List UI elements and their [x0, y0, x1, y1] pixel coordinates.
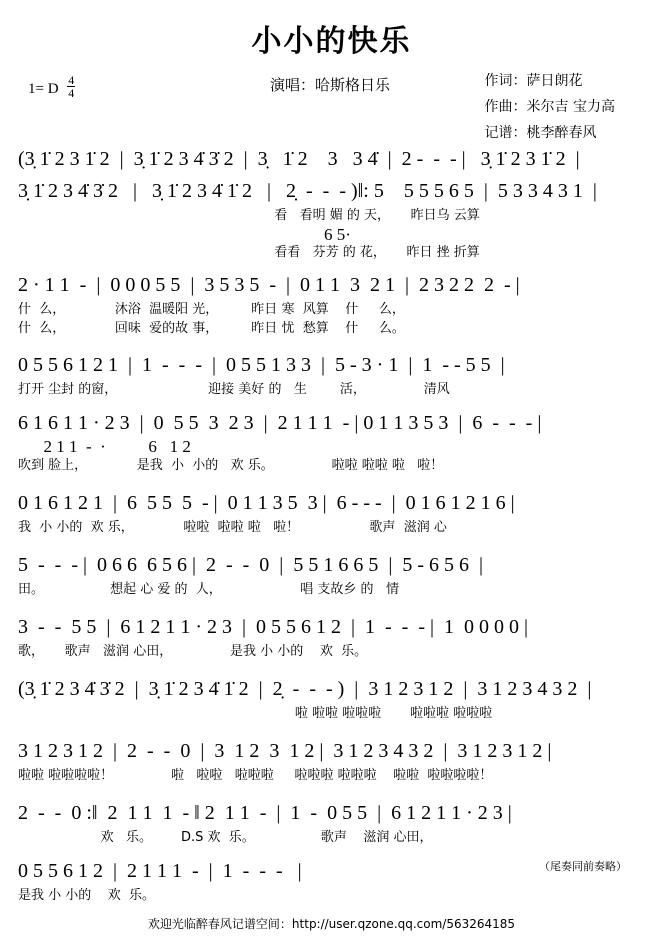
note-row: 3 1 2 3 1 2 | 2 - - 0 | 3 1 2 3 1 2 | 3 1 2 3 4 3 2 | 3 1 2 3 1 2 |	[18, 740, 552, 762]
time-signature-denominator: 4	[68, 86, 75, 100]
lyric-row: 田。 想起 心 爱 的 人， 唱 支故乡 的 情	[18, 582, 399, 597]
lyric-row: 吹到 脸上， 是我 小 小的 欢 乐。 啦啦 啦啦 啦 啦！	[18, 458, 444, 473]
lyric-row: 欢 乐。 D.S 欢 乐。 歌声 滋润 心田，	[18, 830, 433, 845]
note-row: 0 5 5 6 1 2 1 | 1 - - - | 0 5 5 1 3 3 | 5 - 3 · 1 | 1 - - 5 5 |	[18, 354, 505, 376]
lyric-row: 啦 啦啦 啦啦啦 啦啦啦 啦啦啦	[18, 706, 493, 721]
note-row: 0 1 6 1 2 1 | 6 5 5 5 - | 0 1 1 3 5 3 | 6 - - - | 0 1 6 1 2 1 6 |	[18, 492, 515, 514]
note-row: (3̣ 1̇ 2 3 1̇ 2 | 3̣ 1̇ 2 3 4̇ 3̇ 2 | 3̣ 1̇ 2 3 3 4̇ | 2 - - - | 3̣ 1̇ 2 3 1̇ 2 |	[18, 148, 580, 170]
lyric-row: 歌， 歌声 滋润 心田， 是我 小 小的 欢 乐。	[18, 644, 368, 659]
lyric-row: 我 小 小的 欢 乐， 啦啦 啦啦 啦 啦！ 歌声 滋润 心	[18, 520, 447, 535]
notator-credit: 记谱：桃李醉春风	[484, 125, 597, 141]
lyric-row: 啦啦 啦啦啦啦！ 啦 啦啦 啦啦啦 啦啦啦 啦啦啦 啦啦 啦啦啦啦！	[18, 768, 493, 783]
score-line	[18, 798, 645, 848]
lyric-row-2: 什 么， 回味 爱的故 事， 昨日 忧 愁算 什 么。	[18, 321, 405, 336]
singer-credit: 演唱：哈斯格日乐	[270, 76, 391, 94]
key-signature	[28, 74, 75, 99]
note-row: 2 - - 0 :‖ 2 1 1 1 - ‖ 2 1 1 - | 1 - 0 5 5 | 6 1 2 1 1 · 2 3 |	[18, 802, 512, 824]
sub-note-row: 2 1 1 - · 6 1 2	[18, 437, 191, 456]
lyric-row: 是我 小 小的 欢 乐。	[18, 888, 156, 903]
score-line	[18, 144, 645, 174]
score-line	[18, 408, 645, 476]
time-signature-numerator: 4	[68, 73, 75, 87]
footer-note: 欢迎光临醉春风记谱空间：http://user.qzone.qq.com/563264185	[147, 917, 516, 931]
score-line	[18, 350, 645, 400]
lyric-row: 看 看明 媚 的 天， 昨日乌 云算	[18, 208, 480, 223]
score-line	[18, 550, 645, 600]
note-row: 5 - - - | 0 6 6 6 5 6 | 2 - - 0 | 5 5 1 6 6 5 | 5 - 6 5 6 |	[18, 554, 483, 576]
note-row: 3 - - 5 5 | 6 1 2 1 1 · 2 3 | 0 5 5 6 1 2 | 1 - - - | 1 0 0 0 0 |	[18, 616, 528, 638]
score-line	[18, 736, 645, 786]
sub-note-row: 6 5·	[18, 225, 351, 244]
lyricist-credit: 作词：萨日朗花	[484, 73, 583, 89]
credits-block	[485, 68, 615, 146]
note-row: 2 · 1 1 - | 0 0 0 5 5 | 3 5 3 5 - | 0 1 1 3 2 1 | 2 3 2 2 2 - |	[18, 274, 520, 296]
note-row: 3̣ 1̇ 2 3 4̇ 3̇ 2 | 3̣ 1̇ 2 3 4̇ 1̇ 2 | 2̣ - - - )‖: 5 5 5 5 6 5 | 5 3 3 4 3 1 |	[18, 180, 597, 202]
key-label: 1= D	[28, 81, 59, 97]
lyric-row: 打开 尘封 的窗， 迎接 美好 的 生 活， 清风	[18, 382, 450, 397]
note-row: 6 1 6 1 1 · 2 3 | 0 5 5 3 2 3 | 2 1 1 1 - | 0 1 1 3 5 3 | 6 - - - |	[18, 412, 542, 434]
lyric-row-2: 看看 芬芳 的 花， 昨日 挫 折算	[18, 245, 480, 260]
time-signature	[67, 74, 75, 99]
music-body	[18, 144, 645, 906]
score-line	[18, 674, 645, 724]
score-line	[18, 612, 645, 662]
score-line	[18, 488, 645, 538]
composer-credit: 作曲：米尔吉 宝力高	[484, 99, 615, 115]
note-row: 0 5 5 6 1 2 | 2 1 1 1 - | 1 - - - |	[18, 860, 302, 882]
score-metadata	[0, 66, 663, 144]
score-line	[18, 270, 645, 338]
page-title: 小小的快乐	[251, 24, 412, 59]
tail-note: （尾奏同前奏略）	[539, 860, 627, 873]
score-line	[18, 856, 645, 906]
lyric-row: 什 么， 沐浴 温暖阳 光， 昨日 寒 风算 什 么，	[18, 302, 405, 317]
note-row: (3̣ 1̇ 2 3 4̇ 3̇ 2 | 3̣ 1̇ 2 3 4̇ 1̇ 2 | 2̣ - - - ) | 3 1 2 3 1 2 | 3 1 2 3 4 3 2 |	[18, 678, 592, 700]
sheet-music-page	[0, 16, 663, 946]
score-line	[18, 176, 645, 262]
